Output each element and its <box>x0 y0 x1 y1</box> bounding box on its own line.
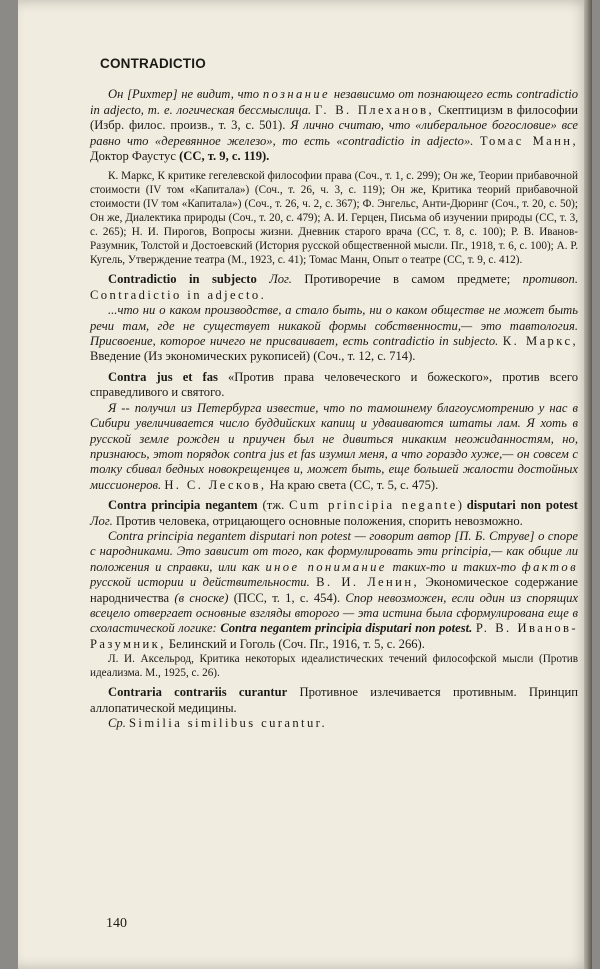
entry-contradictio-in-subjecto: Contradictio in subjecto Лог. Противоречие в самом предмете; противоп. Contradictio in adjecto. <box>90 272 578 302</box>
reference-axelrod: Л. И. Аксельрод, Критика некоторых идеалистических течений философской мысли (Против идеализма. М., 1925, с. 26). <box>90 653 578 680</box>
entry-contra-jus-et-fas: Contra jus et fas «Против права человеческого и божеского», против всего справедливого и святого. <box>90 369 578 400</box>
cross-reference: Ср. Similia similibus curantur. <box>108 716 328 730</box>
author-plekhanov: Г. В. Плеханов, <box>315 102 435 117</box>
page-number: 140 <box>106 916 127 931</box>
author-leskov: Н. С. Лесков, <box>164 477 267 492</box>
term-heading: Contra principia negantem <box>108 498 258 513</box>
page-content <box>90 56 578 731</box>
author-mann: Томас Манн, <box>479 133 578 148</box>
quote-lenin: Contra principia negantem disputari non potest — говорит автор [П. Б. Струве] о споре с народниками. Это зависит от того, как формулировать эти principia,— как общие ли положения и справки, или как иное понимание таких-то и таких-то фактов русской истории и действительности. В. И. Ленин, Экономическое содержание народничества (в сноске) (ПСС, т. 1, с. 454). Спор невозможен, если один из спорящих всецело отвергает основные взгляды второго — эта истина была сформулирована еще в схоластической логике: Contra negantem principia disputari non potest. Р. В. Иванов-Разумник, Белинский и Гоголь (Соч. Пг., 1916, т. 5, с. 266). <box>90 528 579 651</box>
book-page <box>18 0 592 969</box>
entry-contraria-contrariis: Contraria contrariis curantur Противное излечивается противным. Принцип аллопатической медицины. <box>90 685 579 715</box>
page-spine-shadow <box>584 0 592 969</box>
quote-plekhanov-mann: Он [Рихтер] не видит, что познание независимо от познающего есть contradictio in adjecto, т. е. логическая бессмыслица. Г. В. Плеханов, Скептицизм в философии (Избр. филос. произв., т. 3, с. 501). Я лично считаю, что «либеральное богословие» все равно что «деревянное железо», то есть «contradictio in adjecto». Томас Манн, Доктор Фаустус (СС, т. 9, с. 119). <box>90 87 579 164</box>
author-lenin: В. И. Ленин, <box>316 575 420 590</box>
references-list: К. Маркс, К критике гегелевской философии права (Соч., т. 1, с. 299); Он же, Теории прибавочной стоимости (IV том «Капитала») (Соч., т. 26, ч. 3, с. 119); Он же, Критика теорий прибавочной стоимости (IV том «Капитала») (Соч., т. 26, ч. 2, с. 367); Ф. Энгельс, Анти-Дюринг (Соч., т. 20, с. 50); Он же, Диалектика природы (Соч., т. 20, с. 479); А. И. Герцен, Письма об изучении природы (СС, т. 3, с. 265); Н. И. Пирогов, Вопросы жизни. Дневник старого врача (СС, т. 8, с. 100); Р. В. Иванов-Разумник, Толстой и Достоевский (История русской общественной мысли. Пг., 1918, т. 6, с. 100); А. Р. Кугель, Утверждение театра (М., 1923, с. 41); Томас Манн, Опыт о театре (СС, т. 9, с. 412). <box>90 170 578 267</box>
term-heading: Contradictio in subjecto <box>108 272 257 287</box>
page-title: CONTRADICTIO <box>100 56 206 71</box>
quote-leskov: Я -- получил из Петербурга известие, что по тамошнему благоусмотрению у нас в Сибири увеличивается число буддийских капищ и удваиваются штаты лам. Я хоть в русской земле рожден и приучен был не дивиться никаким неожиданностям, но, признаюсь, этот порядок contra jus et fas изумил меня, а что гораздо хуже,— он совсем с толку сбивал бедных новокрещенцев и, может быть, еще большей жалости достойных миссионеров. Н. С. Лесков, На краю света (СС, т. 5, с. 475). <box>90 400 578 492</box>
term-heading: Contraria contrariis curantur <box>108 685 288 700</box>
author-ivanov-razumnik: Р. В. Иванов-Разумник, <box>90 621 578 651</box>
entry-contra-principia: Contra principia negantem (тж. Cum principia negante) disputari non potest Лог. Против человека, отрицающего основные положения, спорить невозможно. <box>90 498 579 528</box>
author-marx: К. Маркс, <box>502 334 578 349</box>
term-heading: Contra jus et fas <box>108 369 218 384</box>
quote-marx: ...что ни о каком производстве, а стало быть, ни о каком обществе не может быть речи там, где не существует никакой формы собственности,— это тавтология. Присвоение, которое ничего не присваивает, есть contradictio in subjecto. К. Маркс, Введение (Из экономических рукописей) (Соч., т. 12, с. 714). <box>90 303 578 364</box>
